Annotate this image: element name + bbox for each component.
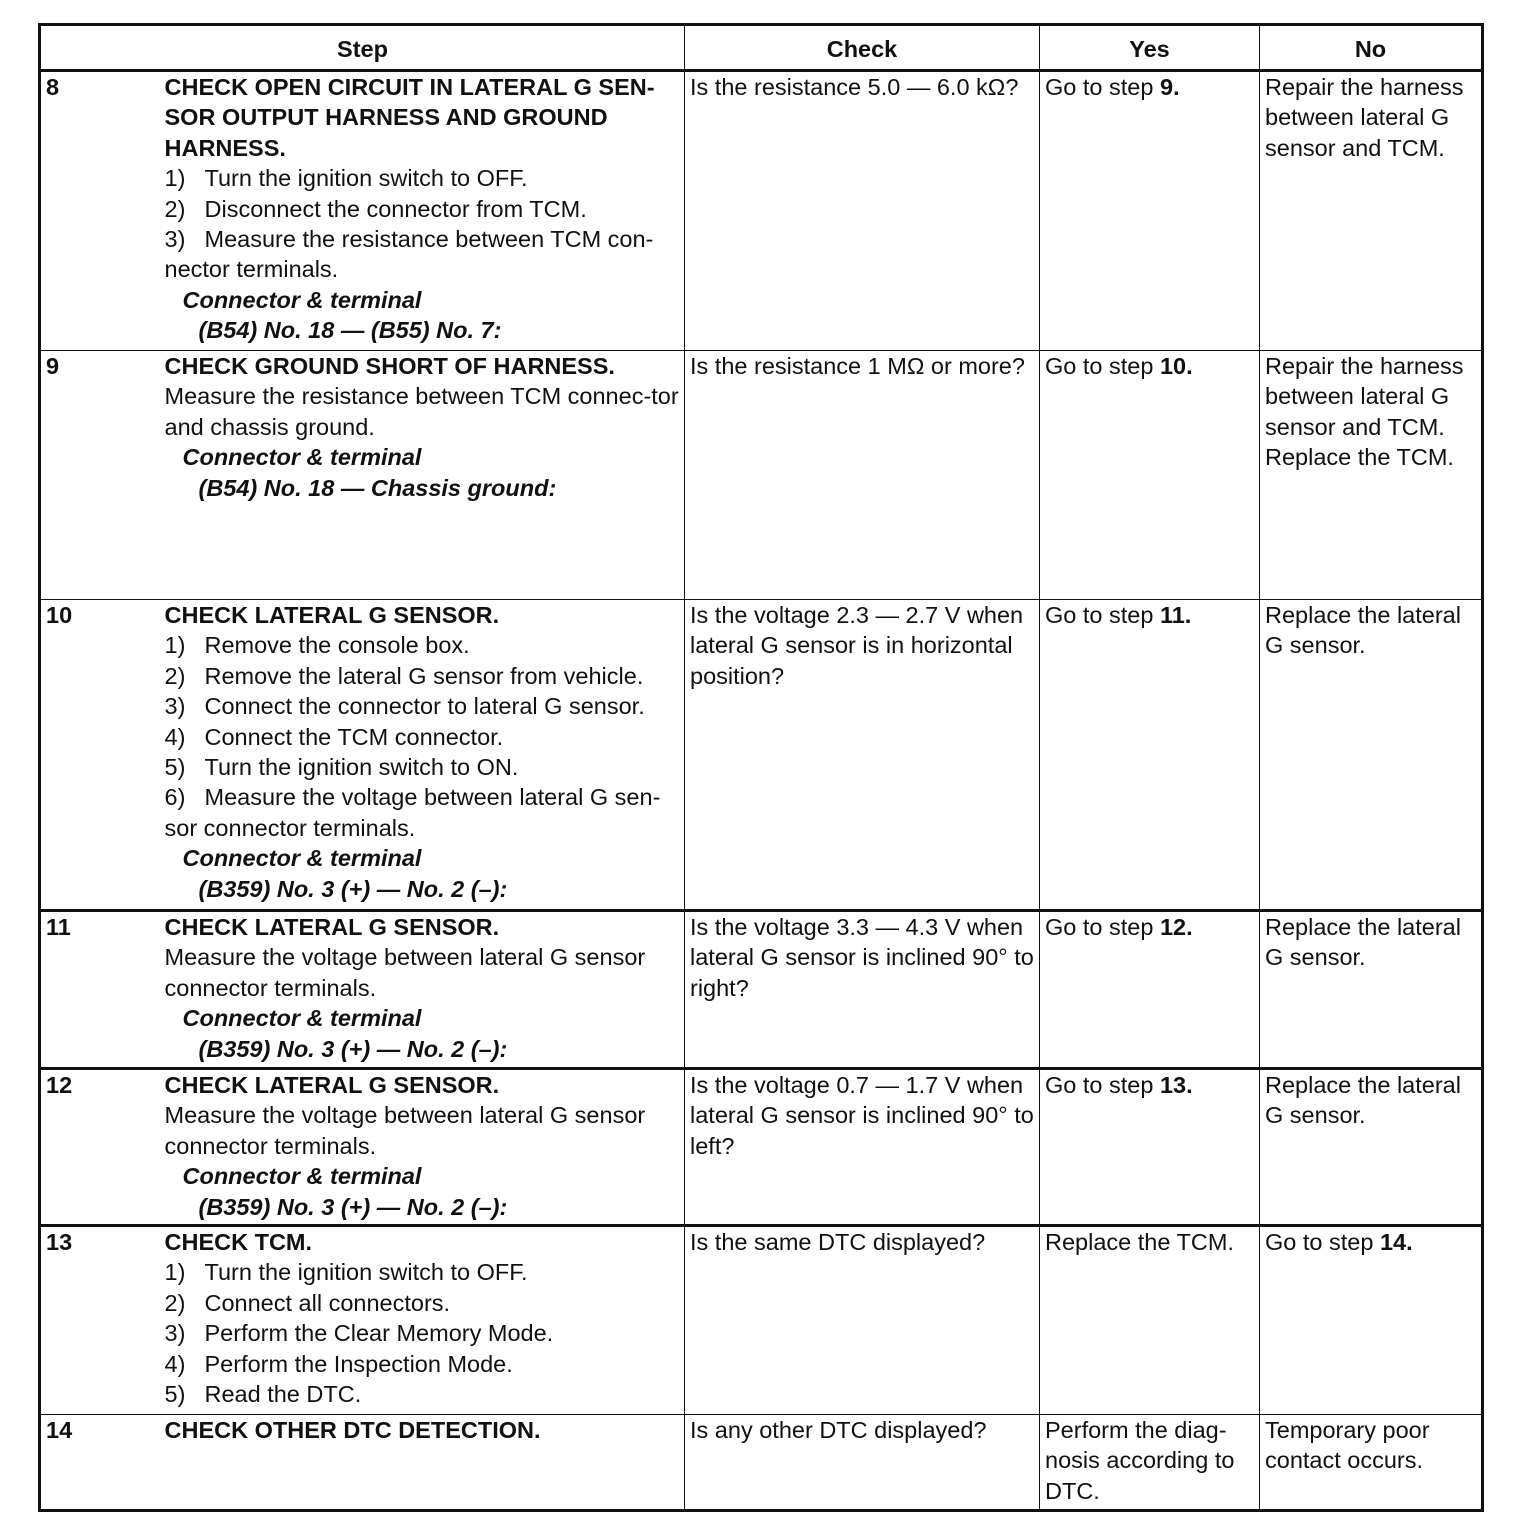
yes-cell: Go to step 10. — [1040, 351, 1260, 600]
step-title: CHECK LATERAL G SENSOR. — [164, 1072, 500, 1098]
step-number: 12 — [40, 1069, 165, 1226]
no-cell: Replace the lateral G sensor. — [1260, 600, 1483, 911]
table-header-row — [40, 25, 1483, 71]
step-title: CHECK OTHER DTC DETECTION. — [164, 1417, 541, 1443]
connector-label: Connector & terminal — [182, 1005, 422, 1032]
connector-terminal: (B54) No. 18 — Chassis ground: — [198, 474, 557, 501]
no-cell: Go to step 14. — [1260, 1226, 1483, 1415]
step-description — [165, 71, 685, 351]
check-cell: Is the same DTC displayed? — [685, 1226, 1040, 1415]
diagnostic-table — [38, 23, 1484, 1512]
step-description — [165, 1226, 685, 1415]
step-title: CHECK LATERAL G SENSOR. — [164, 602, 500, 628]
step-substep: 1) Turn the ignition switch to OFF. — [164, 1259, 528, 1286]
step-number: 10 — [40, 600, 165, 911]
step-substep: 4) Perform the Inspection Mode. — [164, 1350, 513, 1377]
step-substep: 2) Connect all connectors. — [164, 1289, 451, 1316]
connector-terminal: (B359) No. 3 (+) — No. 2 (–): — [198, 1193, 508, 1220]
header-check: Check — [685, 25, 1040, 71]
step-substep: 1) Remove the console box. — [164, 632, 470, 659]
step-substep: 3) Connect the connector to lateral G sensor. — [164, 693, 645, 720]
step-number: 11 — [40, 911, 165, 1069]
step-substep: 5) Read the DTC. — [164, 1381, 362, 1408]
table-row — [40, 351, 1483, 600]
header-no: No — [1260, 25, 1483, 71]
step-title: CHECK GROUND SHORT OF HARNESS. — [164, 353, 615, 379]
connector-terminal: (B54) No. 18 — (B55) No. 7: — [198, 317, 502, 344]
connector-terminal: (B359) No. 3 (+) — No. 2 (–): — [198, 1035, 508, 1062]
check-cell: Is the voltage 0.7 — 1.7 V when lateral G sensor is inclined 90° to left? — [685, 1069, 1040, 1226]
header-yes: Yes — [1040, 25, 1260, 71]
yes-cell: Go to step 11. — [1040, 600, 1260, 911]
yes-cell: Go to step 9. — [1040, 71, 1260, 351]
step-substep: 3) Perform the Clear Memory Mode. — [164, 1320, 554, 1347]
table-row — [40, 1415, 1483, 1511]
step-description — [165, 1415, 685, 1511]
connector-label: Connector & terminal — [182, 286, 422, 313]
table-row — [40, 911, 1483, 1069]
step-number: 13 — [40, 1226, 165, 1415]
step-description — [165, 911, 685, 1069]
step-substep: 2) Disconnect the connector from TCM. — [164, 195, 587, 222]
step-number: 9 — [40, 351, 165, 600]
step-substep: 4) Connect the TCM connector. — [164, 723, 504, 750]
step-number: 8 — [40, 71, 165, 351]
check-cell: Is the resistance 1 MΩ or more? — [685, 351, 1040, 600]
header-step: Step — [40, 25, 685, 71]
step-substep: 1) Turn the ignition switch to OFF. — [164, 165, 528, 192]
step-number: 14 — [40, 1415, 165, 1511]
yes-cell: Go to step 12. — [1040, 911, 1260, 1069]
step-title: CHECK LATERAL G SENSOR. — [164, 914, 500, 940]
connector-terminal: (B359) No. 3 (+) — No. 2 (–): — [198, 875, 508, 902]
step-title: CHECK TCM. — [164, 1229, 313, 1255]
step-title: CHECK OPEN CIRCUIT IN LATERAL G SEN-SOR OUTPUT HARNESS AND GROUND HARNESS. — [164, 74, 655, 161]
no-cell: Repair the harness between lateral G sensor and TCM. Replace the TCM. — [1260, 351, 1483, 600]
check-cell: Is any other DTC displayed? — [685, 1415, 1040, 1511]
step-description — [165, 600, 685, 911]
check-cell: Is the voltage 2.3 — 2.7 V when lateral G sensor is in horizontal position? — [685, 600, 1040, 911]
table-row — [40, 1226, 1483, 1415]
step-substep: 2) Remove the lateral G sensor from vehicle. — [164, 662, 644, 689]
step-substep: 5) Turn the ignition switch to ON. — [164, 754, 519, 781]
table-row — [40, 600, 1483, 911]
step-intro: Measure the resistance between TCM connec-tor and chassis ground. — [164, 383, 679, 440]
table-row — [40, 1069, 1483, 1226]
check-cell: Is the voltage 3.3 — 4.3 V when lateral G sensor is inclined 90° to right? — [685, 911, 1040, 1069]
step-intro: Measure the voltage between lateral G sensor connector terminals. — [164, 944, 646, 1001]
yes-cell: Go to step 13. — [1040, 1069, 1260, 1226]
step-substep: 3) Measure the resistance between TCM con-nector terminals. — [164, 226, 654, 283]
step-description — [165, 1069, 685, 1226]
yes-cell: Replace the TCM. — [1040, 1226, 1260, 1415]
yes-cell: Perform the diag-nosis according to DTC. — [1040, 1415, 1260, 1511]
no-cell: Temporary poor contact occurs. — [1260, 1415, 1483, 1511]
step-description — [165, 351, 685, 600]
no-cell: Repair the harness between lateral G sensor and TCM. — [1260, 71, 1483, 351]
check-cell: Is the resistance 5.0 — 6.0 kΩ? — [685, 71, 1040, 351]
step-substep: 6) Measure the voltage between lateral G sen-sor connector terminals. — [164, 784, 661, 841]
step-intro: Measure the voltage between lateral G sensor connector terminals. — [164, 1102, 646, 1159]
no-cell: Replace the lateral G sensor. — [1260, 1069, 1483, 1226]
no-cell: Replace the lateral G sensor. — [1260, 911, 1483, 1069]
connector-label: Connector & terminal — [182, 845, 422, 872]
table-row — [40, 71, 1483, 351]
connector-label: Connector & terminal — [182, 444, 422, 471]
connector-label: Connector & terminal — [182, 1163, 422, 1190]
